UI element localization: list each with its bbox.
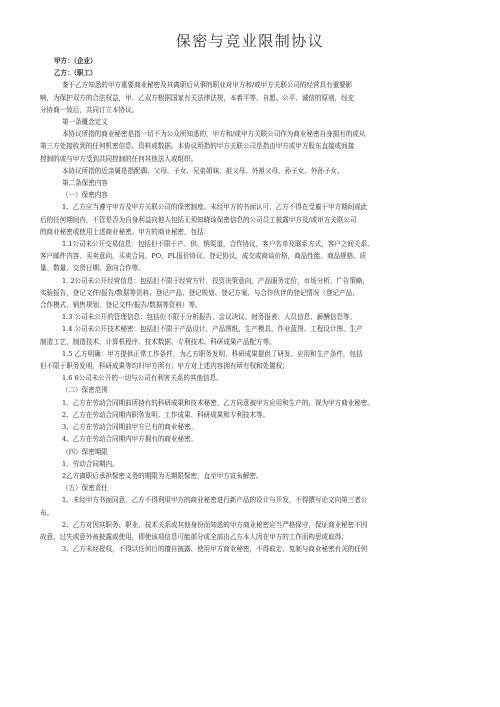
paragraph-line: 3、乙方在劳动合同期前甲方已有的商业秘密。 (62, 423, 198, 432)
subsection-heading: （一）保密内容 (62, 191, 108, 200)
paragraph-line: 本协议所指的商业秘密是指一切不为公众所知悉的，甲方和/或甲方关联公司作为商业秘密自身拥有的或从 (62, 130, 366, 139)
paragraph-line: 1.1公司未公开交易信息：包括但不限于产、供、销渠道，合作协议，客户名单及联系方式，客户之间关系、 (62, 240, 374, 249)
paragraph-line: 2乙方离职后承担保密义务的期限为无期限保密，直至甲方宣布解密。 (62, 471, 263, 480)
paragraph-line: 故意、过失或意外被披露或使用，即使该项信息可能部分或全部由乙方本人因在甲方的工作而构思或取得； (40, 532, 348, 541)
party-b: 乙方：（职工） (54, 69, 97, 78)
paragraph-line: 1.3 公司未公开的管理信息：包括但不限于分析报告、会议决议、财务报表、人员信息、薪酬信息等。 (62, 313, 357, 322)
paragraph-line: 1. 2公司未公开经营信息：包括但不限于经营方针，投资决策意向，产品服务定价，市场分析，广告策略， (62, 276, 370, 285)
subsection-heading: （五）保密责任 (62, 484, 108, 493)
paragraph-line: 鉴于乙方知悉的甲方重要商业秘密及其离职后从事的职业对甲方和/或甲方关联公司的经营具有重要影 (62, 81, 353, 90)
section-heading: 第二条保密内容 (62, 179, 108, 188)
paragraph-line: 后的任何期间内，不管是否为自身利益向他人包括无须知晓该保密信息的公司员工披露甲方及/或甲方关联公司 (40, 215, 357, 224)
paragraph-line: 本协议所指的近亲属是指配偶、父母、子女、兄弟姐妹、祖父母、外祖父母、孙子女、外孙子女。 (62, 166, 344, 175)
paragraph-line: 1、劳动合同期内。 (62, 459, 119, 468)
paragraph-line: 2、乙方在劳动合同期内职务发明、工作成果、科研成果和专利技术等。 (62, 410, 270, 419)
subsection-heading: （四）保密期限 (62, 447, 108, 456)
paragraph-line: 2、乙方对因其职务、职业、技术关系或其他身份而知悉的甲方商业秘密应当严格保守，保证商业秘密不因 (62, 520, 368, 529)
paragraph-line: 分协商一致后，共同订立本协议。 (40, 105, 139, 114)
paragraph-line: 3、乙方未经授权，不得以任何目的擅自披露、使用甲方商业秘密，不得取走、复制与商业秘密有关的任何 (62, 545, 368, 554)
document-title: 保密与竞业限制协议 (175, 32, 325, 50)
paragraph-line: 控制的或与甲方受到共同控制的任何其他法人或组织。 (40, 154, 198, 163)
paragraph-line: 量、数量、交货日期、意向合作等。 (40, 264, 145, 273)
paragraph-line: 实验报告，登记文件/报告/数据等资料、登记产品、登记规划、登记方案、与合作伙伴的登记情况（登记产品、 (40, 288, 359, 297)
paragraph-line: 客户邮件内容、买卖意向，买卖合同，PO、PL报价协议、登记协议，成交或商谈价格，商品性能、商品规格、质 (40, 252, 367, 261)
paragraph-line: 1.5 乙方明确：甲方提供正常工作条件，为乙方职务发明、科研成果提供了研发、应用和生产条件，包括 (62, 349, 363, 358)
paragraph-line: 1、未经甲方书面同意，乙方不得利用甲方的商业秘密进行新产品的设计与开发，不得撰写论文向第三者公 (62, 496, 368, 505)
paragraph-line: 1、乙方应当遵守甲方及甲方关联公司的保密制度。未经甲方的书面认可，乙方不得在受雇于甲方期间或此 (62, 203, 368, 212)
subsection-heading: （二）保密范围 (62, 386, 108, 395)
paragraph-line: 4、乙方在劳动合同期内甲方拥有的商业秘密。 (62, 435, 198, 444)
section-heading: 第一条概念定义 (62, 118, 108, 127)
paragraph-line: 第三方处接收到的任何机密信息、资料或数据。本协议所指的甲方关联公司是指由甲方或甲方股东直接或间接 (40, 142, 355, 151)
paragraph-line: 的商业秘密或使用上述商业秘密。甲方的商业秘密，包括： (40, 227, 211, 236)
paragraph-line: 合作模式、销售规划、登记文件/报告/数据等资料）等。 (40, 301, 202, 310)
paragraph-line: 1、乙方在劳动合同期前所持有的科研成果和技术秘密，乙方同意被甲方应用和生产的，视为甲方商业秘密。 (62, 398, 374, 407)
paragraph-line: 1.6 6公司未公开的一切与公司有利害关系的其他信息。 (62, 374, 223, 383)
paragraph-line: 但不限于职务发明，科研成果等均归甲方所有；甲方对上述内容拥有所有权和处置权； (40, 362, 289, 371)
party-a: 甲方：（企业） (54, 57, 97, 65)
paragraph-line: 1.4 公司未公开技术秘密：包括但不限于产品设计、产品图纸、生产模具、作业蓝图、工程设计图、生产 (62, 325, 363, 334)
paragraph-line: 响，为保护双方的合法权益，甲、乙双方根据国家有关法律法规，本着平等、自愿、公平、诚信的原则，经充 (40, 93, 355, 102)
paragraph-line: 布。 (40, 508, 54, 517)
paragraph-line: 制造工艺，制造技术、计算机程序、技术数据、专利技术、科研成果产品配方等。 (40, 337, 276, 346)
